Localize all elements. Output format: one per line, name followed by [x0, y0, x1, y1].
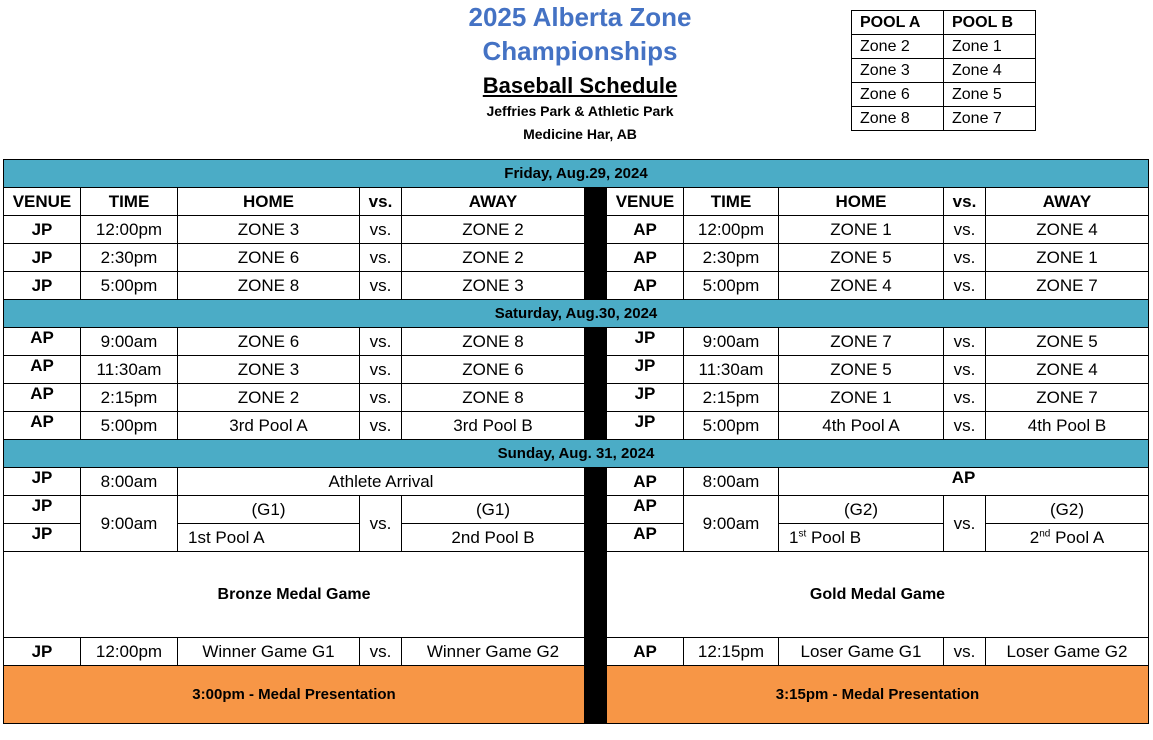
- venue-cell: AP: [607, 272, 684, 300]
- time-cell: 12:00pm: [81, 216, 178, 244]
- vs-cell: vs.: [944, 412, 986, 440]
- seed-suffix: nd: [1039, 527, 1051, 539]
- day-header-saturday: Saturday, Aug.30, 2024: [4, 300, 1149, 328]
- table-row: [4, 272, 1149, 300]
- table-row: [4, 638, 1149, 666]
- home-cell: ZONE 2: [178, 384, 360, 412]
- time-cell: 12:15pm: [684, 638, 779, 666]
- seed-text: st Pool A: [197, 527, 265, 547]
- venue-cell: AP: [607, 496, 684, 524]
- medal-presentation-right: 3:15pm - Medal Presentation: [607, 666, 1149, 724]
- venue-cell: AP: [4, 384, 81, 412]
- away-cell: ZONE 3: [402, 272, 585, 300]
- game-label-cell: (G1): [402, 496, 585, 524]
- venue-cell: JP: [607, 412, 684, 440]
- day-header-friday: Friday, Aug.29, 2024: [4, 160, 1149, 188]
- venue-cell: JP: [607, 384, 684, 412]
- page-title-line2: Championships: [482, 36, 678, 66]
- schedule-table: [3, 159, 1149, 724]
- col-header-venue: VENUE: [607, 188, 684, 216]
- venue-cell: JP: [4, 244, 81, 272]
- venue-line: Jeffries Park & Athletic Park: [486, 103, 674, 119]
- table-row: [4, 356, 1149, 384]
- vs-cell: vs.: [360, 216, 402, 244]
- pool-header: POOL A: [852, 11, 944, 35]
- time-cell: 12:00pm: [684, 216, 779, 244]
- away-cell: 4th Pool B: [986, 412, 1149, 440]
- col-header-vs: vs.: [944, 188, 986, 216]
- home-cell: [779, 524, 944, 552]
- pool-cell: Zone 2: [852, 35, 944, 59]
- home-cell: ZONE 1: [779, 384, 944, 412]
- vs-cell: vs.: [360, 356, 402, 384]
- away-cell: Loser Game G2: [986, 638, 1149, 666]
- home-cell: 4th Pool A: [779, 412, 944, 440]
- away-cell: ZONE 7: [986, 272, 1149, 300]
- time-cell: 9:00am: [684, 496, 779, 552]
- away-cell: 3rd Pool B: [402, 412, 585, 440]
- vs-cell: vs.: [360, 638, 402, 666]
- schedule-subtitle: Baseball Schedule: [482, 73, 678, 98]
- column-divider: [585, 188, 607, 300]
- table-row: [4, 328, 1149, 356]
- venue-cell: JP: [4, 272, 81, 300]
- seed-text: Pool A: [1050, 527, 1105, 547]
- vs-cell: vs.: [944, 216, 986, 244]
- bronze-medal-heading: Bronze Medal Game: [4, 552, 585, 638]
- venue-cell: AP: [607, 244, 684, 272]
- away-cell: Winner Game G2: [402, 638, 585, 666]
- vs-cell: vs.: [944, 638, 986, 666]
- away-cell: [986, 524, 1149, 552]
- time-cell: 11:30am: [684, 356, 779, 384]
- arrival-cell: Athlete Arrival: [178, 468, 585, 496]
- col-header-home: HOME: [779, 188, 944, 216]
- away-cell: ZONE 5: [986, 328, 1149, 356]
- home-cell: ZONE 6: [178, 244, 360, 272]
- col-header-home: HOME: [178, 188, 360, 216]
- home-cell: ZONE 3: [178, 216, 360, 244]
- away-cell: ZONE 7: [986, 384, 1149, 412]
- home-cell: ZONE 5: [779, 356, 944, 384]
- home-cell: [178, 524, 360, 552]
- home-cell: Winner Game G1: [178, 638, 360, 666]
- home-cell: ZONE 3: [178, 356, 360, 384]
- game-label-cell: (G1): [178, 496, 360, 524]
- vs-cell: vs.: [944, 356, 986, 384]
- day-header-sunday: Sunday, Aug. 31, 2024: [4, 440, 1149, 468]
- medal-presentation-left: 3:00pm - Medal Presentation: [4, 666, 585, 724]
- vs-cell: vs.: [360, 328, 402, 356]
- home-cell: Loser Game G1: [779, 638, 944, 666]
- table-row: [4, 216, 1149, 244]
- venue-cell: AP: [4, 412, 81, 440]
- time-cell: 2:15pm: [81, 384, 178, 412]
- away-cell: ZONE 8: [402, 384, 585, 412]
- col-header-venue: VENUE: [4, 188, 81, 216]
- game-label-cell: (G2): [986, 496, 1149, 524]
- pool-cell: Zone 6: [852, 83, 944, 107]
- time-cell: 8:00am: [81, 468, 178, 496]
- away-cell: 2nd Pool B: [402, 524, 585, 552]
- away-cell: ZONE 6: [402, 356, 585, 384]
- col-header-time: TIME: [81, 188, 178, 216]
- game-label-cell: (G2): [779, 496, 944, 524]
- time-cell: 8:00am: [684, 468, 779, 496]
- table-row: [4, 496, 1149, 524]
- time-cell: 5:00pm: [684, 272, 779, 300]
- home-cell: ZONE 5: [779, 244, 944, 272]
- venue-cell: AP: [607, 216, 684, 244]
- venue-cell: JP: [4, 638, 81, 666]
- col-header-time: TIME: [684, 188, 779, 216]
- location-line: Medicine Har, AB: [523, 126, 637, 142]
- time-cell: 2:30pm: [81, 244, 178, 272]
- home-cell: ZONE 6: [178, 328, 360, 356]
- venue-cell: JP: [4, 216, 81, 244]
- seed-number: 1: [789, 527, 799, 547]
- vs-cell: vs.: [944, 384, 986, 412]
- venue-cell: AP: [607, 638, 684, 666]
- seed-number: 2: [1029, 527, 1040, 547]
- time-cell: 5:00pm: [684, 412, 779, 440]
- column-divider: [585, 468, 607, 724]
- home-cell: ZONE 8: [178, 272, 360, 300]
- pool-cell: Zone 7: [944, 107, 1036, 131]
- seed-text: Pool B: [806, 527, 862, 547]
- arrival-cell: AP: [779, 468, 1149, 496]
- time-cell: 12:00pm: [81, 638, 178, 666]
- time-cell: 5:00pm: [81, 272, 178, 300]
- vs-cell: vs.: [944, 244, 986, 272]
- away-cell: ZONE 2: [402, 244, 585, 272]
- page-title-line1: 2025 Alberta Zone: [468, 2, 692, 32]
- home-cell: ZONE 1: [779, 216, 944, 244]
- table-row: [4, 468, 1149, 496]
- away-cell: ZONE 8: [402, 328, 585, 356]
- seed-suffix: st: [798, 527, 807, 539]
- vs-cell: vs.: [360, 272, 402, 300]
- venue-cell: JP: [4, 496, 81, 524]
- time-cell: 5:00pm: [81, 412, 178, 440]
- time-cell: 9:00am: [81, 496, 178, 552]
- time-cell: 2:30pm: [684, 244, 779, 272]
- away-cell: ZONE 4: [986, 356, 1149, 384]
- table-row: [4, 244, 1149, 272]
- pool-cell: Zone 5: [944, 83, 1036, 107]
- time-cell: 11:30am: [81, 356, 178, 384]
- pool-header: POOL B: [944, 11, 1036, 35]
- vs-cell: vs.: [944, 272, 986, 300]
- vs-cell: vs.: [360, 244, 402, 272]
- vs-cell: vs.: [360, 384, 402, 412]
- away-cell: ZONE 4: [986, 216, 1149, 244]
- time-cell: 9:00am: [684, 328, 779, 356]
- time-cell: 9:00am: [81, 328, 178, 356]
- pool-cell: Zone 4: [944, 59, 1036, 83]
- pool-table: [851, 10, 1036, 131]
- pool-cell: Zone 1: [944, 35, 1036, 59]
- venue-cell: JP: [4, 468, 81, 496]
- table-row: [4, 384, 1149, 412]
- table-row: [4, 412, 1149, 440]
- pool-cell: Zone 8: [852, 107, 944, 131]
- col-header-vs: vs.: [360, 188, 402, 216]
- away-cell: ZONE 2: [402, 216, 585, 244]
- time-cell: 2:15pm: [684, 384, 779, 412]
- venue-cell: AP: [607, 468, 684, 496]
- venue-cell: AP: [4, 356, 81, 384]
- col-header-away: AWAY: [402, 188, 585, 216]
- vs-cell: vs.: [360, 496, 402, 552]
- vs-cell: vs.: [360, 412, 402, 440]
- column-divider: [585, 328, 607, 440]
- venue-cell: JP: [607, 328, 684, 356]
- home-cell: ZONE 4: [779, 272, 944, 300]
- home-cell: ZONE 7: [779, 328, 944, 356]
- venue-cell: AP: [607, 524, 684, 552]
- home-cell: 3rd Pool A: [178, 412, 360, 440]
- col-header-away: AWAY: [986, 188, 1149, 216]
- away-cell: ZONE 1: [986, 244, 1149, 272]
- venue-cell: AP: [4, 328, 81, 356]
- venue-cell: JP: [4, 524, 81, 552]
- gold-medal-heading: Gold Medal Game: [607, 552, 1149, 638]
- seed-number: 1: [188, 527, 198, 547]
- venue-cell: JP: [607, 356, 684, 384]
- vs-cell: vs.: [944, 496, 986, 552]
- pool-cell: Zone 3: [852, 59, 944, 83]
- vs-cell: vs.: [944, 328, 986, 356]
